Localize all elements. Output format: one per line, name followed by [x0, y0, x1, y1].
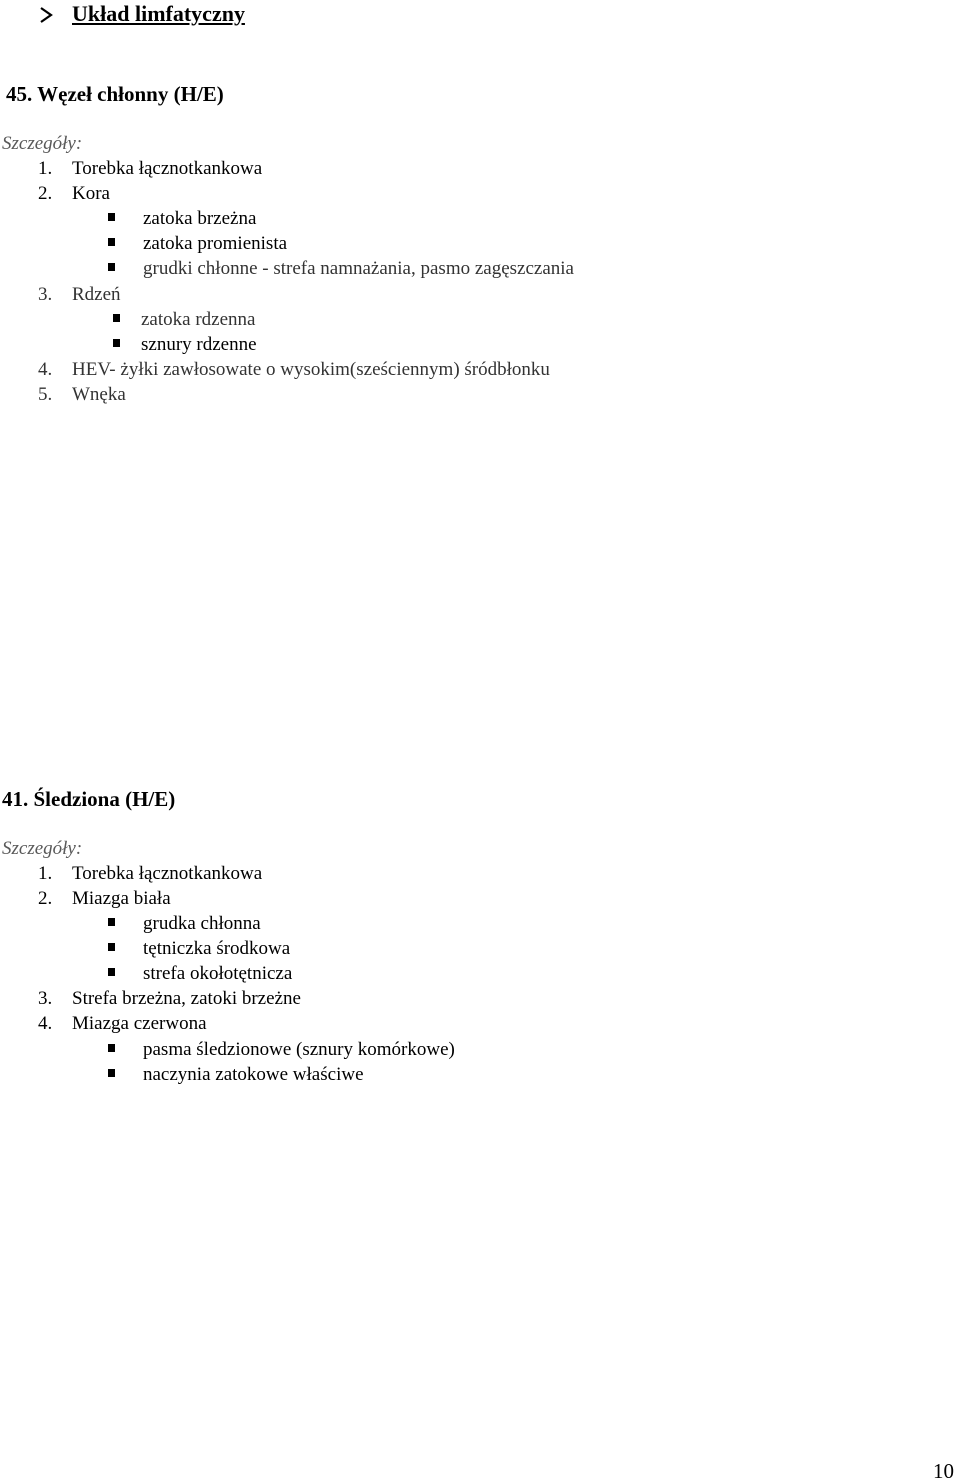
s1-item-2-num: 2. — [38, 183, 53, 204]
square-bullet-icon — [108, 263, 115, 271]
s2-item-1: Torebka łącznotkankowa — [72, 863, 263, 884]
s2-title: 41. Śledziona (H/E) — [2, 787, 176, 811]
s1-details-label: Szczegóły: — [2, 133, 83, 154]
s1-item-3-sub-1: zatoka rdzenna — [141, 309, 256, 330]
arrow-bullet-icon — [38, 6, 54, 24]
s1-item-4: HEV- żyłki zawłosowate o wysokim(sześciennym) śródbłonku — [72, 359, 550, 380]
s2-item-2-sub-3: strefa okołotętnicza — [143, 963, 293, 984]
s1-item-1-num: 1. — [38, 158, 53, 179]
s1-item-5-num: 5. — [38, 384, 53, 405]
s2-item-2: Miazga biała — [72, 888, 171, 909]
s2-item-1-num: 1. — [38, 863, 53, 884]
square-bullet-icon — [113, 339, 120, 347]
s1-item-2-sub-3: grudki chłonne - strefa namnażania, pasmo zagęszczania — [143, 258, 574, 279]
square-bullet-icon — [108, 918, 115, 926]
s2-item-3: Strefa brzeżna, zatoki brzeżne — [72, 988, 301, 1009]
s2-details-label: Szczegóły: — [2, 838, 83, 859]
s1-item-2: Kora — [72, 183, 110, 204]
s2-item-4-sub-1: pasma śledzionowe (sznury komórkowe) — [143, 1039, 455, 1060]
s1-item-3: Rdzeń — [72, 284, 121, 305]
s1-item-5: Wnęka — [72, 384, 126, 405]
square-bullet-icon — [108, 238, 115, 246]
s2-item-2-sub-2: tętniczka środkowa — [143, 938, 291, 959]
s1-item-3-sub-2: sznury rdzenne — [141, 334, 257, 355]
s2-item-3-num: 3. — [38, 988, 53, 1009]
s2-item-2-sub-1: grudka chłonna — [143, 913, 261, 934]
square-bullet-icon — [113, 314, 120, 322]
s2-item-4: Miazga czerwona — [72, 1013, 207, 1034]
square-bullet-icon — [108, 968, 115, 976]
s1-item-4-num: 4. — [38, 359, 53, 380]
section-heading: Układ limfatyczny — [72, 1, 245, 26]
square-bullet-icon — [108, 1069, 115, 1077]
s1-title: 45. Węzeł chłonny (H/E) — [6, 82, 224, 106]
s1-item-2-sub-2: zatoka promienista — [143, 233, 288, 254]
s2-item-4-num: 4. — [38, 1013, 53, 1034]
s1-item-3-num: 3. — [38, 284, 53, 305]
square-bullet-icon — [108, 1044, 115, 1052]
s2-item-2-num: 2. — [38, 888, 53, 909]
s2-item-4-sub-2: naczynia zatokowe właściwe — [143, 1064, 364, 1085]
square-bullet-icon — [108, 213, 115, 221]
s1-item-2-sub-1: zatoka brzeżna — [143, 208, 257, 229]
s1-item-1: Torebka łącznotkankowa — [72, 158, 263, 179]
page-number: 10 — [933, 1459, 954, 1483]
square-bullet-icon — [108, 943, 115, 951]
